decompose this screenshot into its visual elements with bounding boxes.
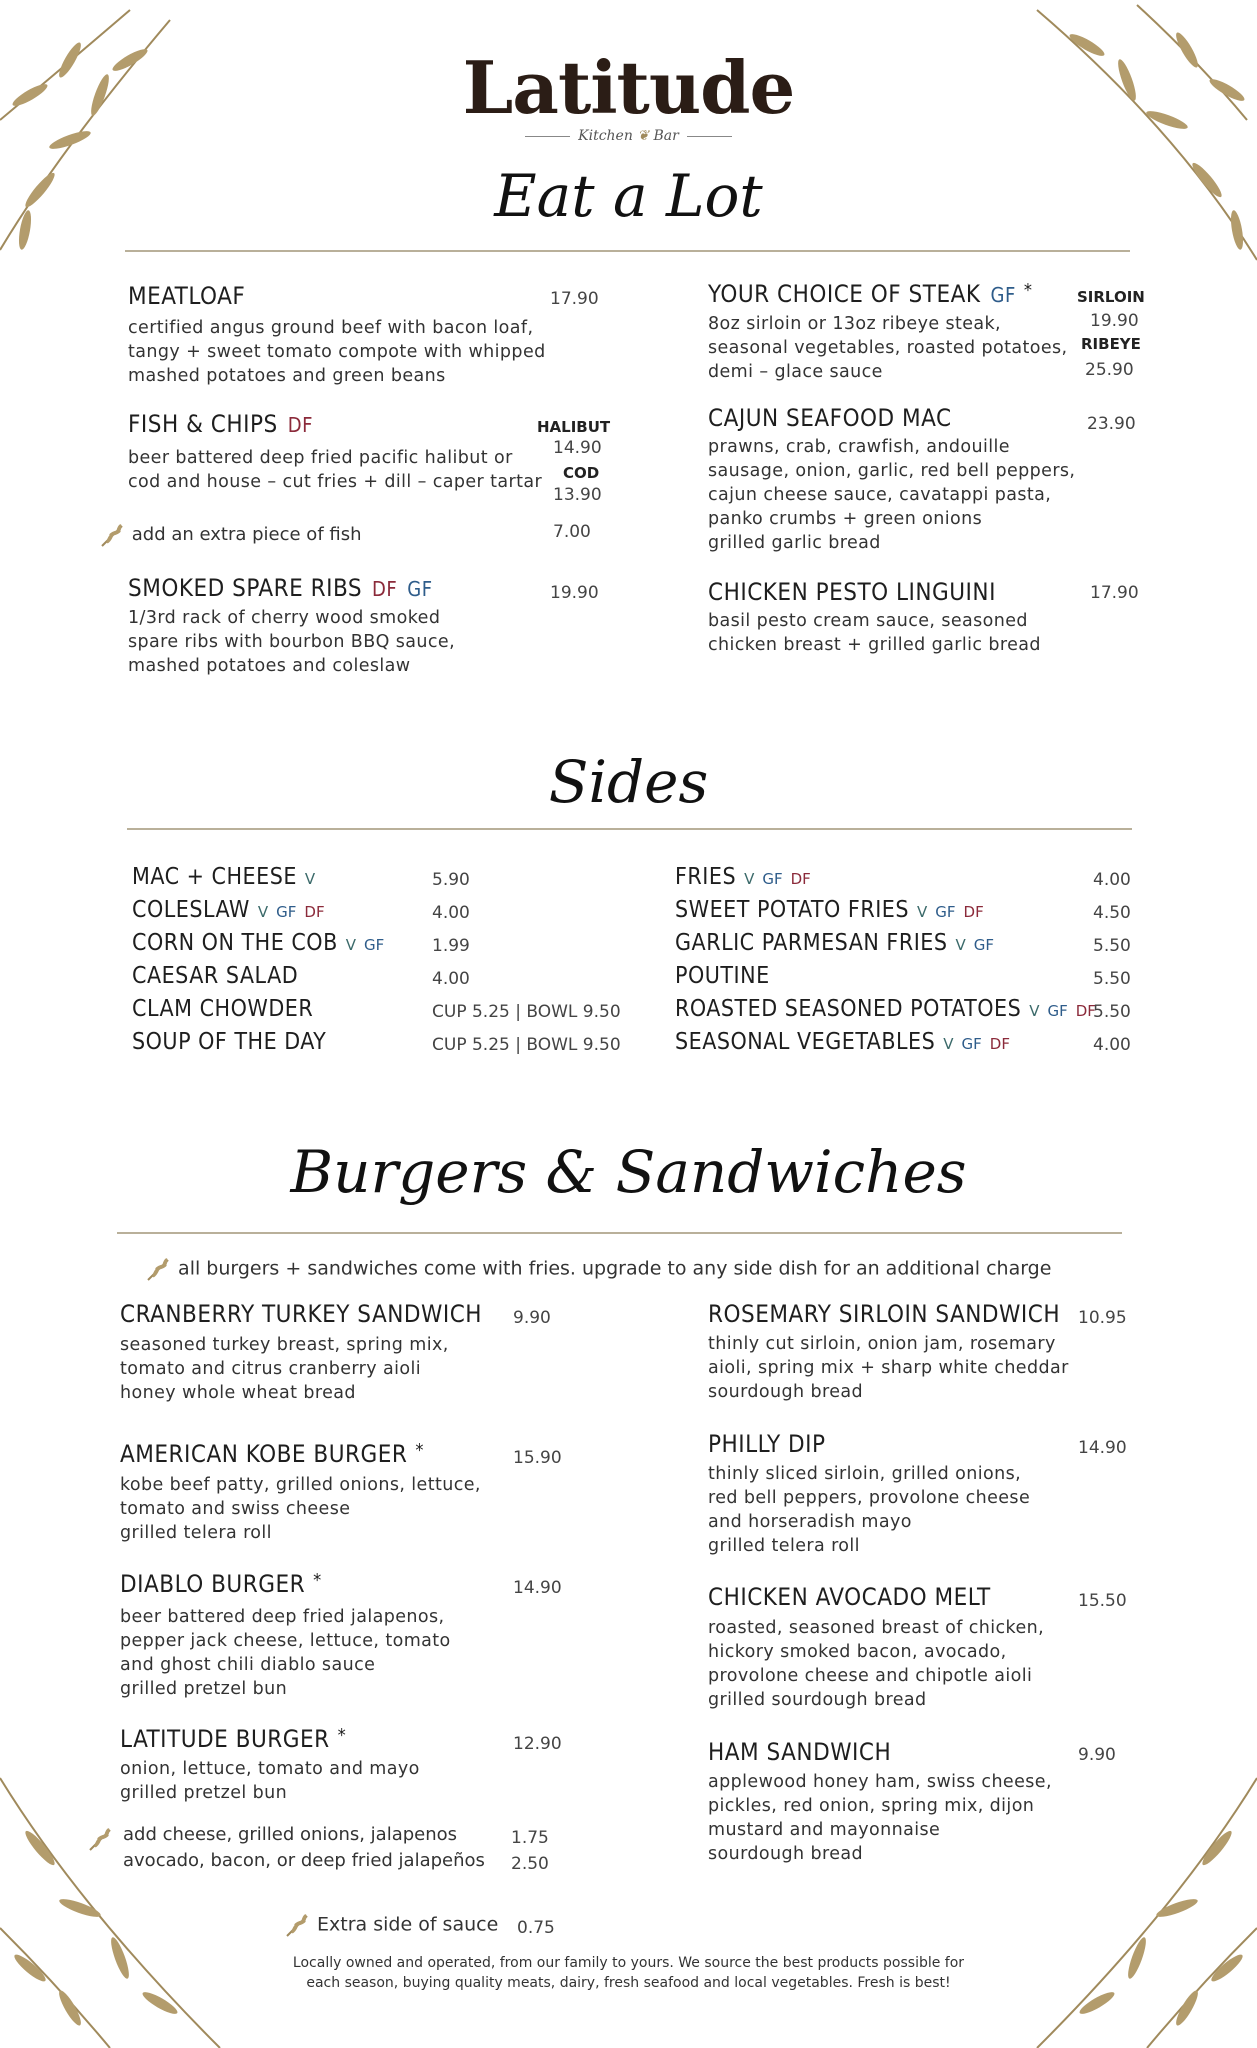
price-label-cod: COD <box>563 464 600 482</box>
star-marker: * <box>1023 280 1033 301</box>
item-desc: seasoned turkey breast, spring mix, tomato and citrus cranberry aioli honey whole wheat bread <box>120 1335 449 1403</box>
section-title-sides: Sides <box>548 748 709 816</box>
divider <box>125 250 1130 252</box>
side-name: POUTINE <box>675 963 770 989</box>
side-item <box>132 864 632 896</box>
item-price: 17.90 <box>550 289 599 309</box>
tag-v: V <box>744 870 755 888</box>
tag-df: DF <box>1075 1002 1096 1020</box>
star-marker: * <box>337 1725 347 1746</box>
note-text: all burgers + sandwiches come with fries. upgrade to any side dish for an additional charge <box>178 1257 1052 1280</box>
divider <box>117 1232 1122 1234</box>
tag-df: DF <box>790 870 811 888</box>
item-desc: 8oz sirloin or 13oz ribeye steak, seasonal vegetables, roasted potatoes, demi – glace sauce <box>708 314 1068 382</box>
side-item <box>132 930 632 962</box>
item-price: 10.95 <box>1078 1308 1127 1328</box>
item-price: 9.90 <box>1078 1745 1116 1765</box>
item-name-kobe-burger <box>120 1440 424 1468</box>
section-title-burgers: Burgers & Sandwiches <box>290 1138 967 1206</box>
item-name-fish-chips <box>128 410 313 438</box>
tag-df: DF <box>963 903 984 921</box>
item-name-diablo-burger <box>120 1570 322 1598</box>
item-desc: applewood honey ham, swiss cheese, pickles, red onion, spring mix, dijon mustard and mayonnaise sourdough bread <box>708 1772 1052 1864</box>
note-text: add an extra piece of fish <box>131 524 362 545</box>
burgers-fries-note <box>146 1256 1051 1282</box>
note-text: Extra side of sauce <box>317 1913 499 1936</box>
star-marker: * <box>415 1440 425 1461</box>
rosemary-corner-bottom-right-icon <box>1017 1758 1257 2048</box>
tag-gf: GF <box>973 936 995 954</box>
tag-v: V <box>345 936 357 954</box>
price-label-sirloin: SIRLOIN <box>1077 288 1145 306</box>
tag-gf: GF <box>276 903 297 921</box>
side-name: CORN ON THE COB <box>132 930 338 956</box>
sprig-icon <box>100 522 126 548</box>
item-price: 9.90 <box>513 1308 551 1328</box>
item-name: FISH & CHIPS <box>128 410 278 438</box>
item-name: SMOKED SPARE RIBS <box>128 574 363 602</box>
side-name: CLAM CHOWDER <box>132 996 314 1022</box>
tag-v: V <box>1029 1002 1040 1020</box>
item-name-ham-sandwich: HAM SANDWICH <box>708 1738 892 1766</box>
item-desc: roasted, seasoned breast of chicken, hickory smoked bacon, avocado, provolone cheese and chipotle aioli grilled sourdough bread <box>708 1618 1045 1710</box>
item-name-chicken-avocado-melt: CHICKEN AVOCADO MELT <box>708 1583 991 1611</box>
extra-sauce-note <box>285 1912 498 1938</box>
tag-v: V <box>955 936 966 954</box>
sprig-icon: ❦ <box>637 128 654 144</box>
side-name: COLESLAW <box>132 897 250 923</box>
item-name-spare-ribs <box>128 574 433 602</box>
rosemary-corner-top-left-icon <box>0 0 190 290</box>
logo-sub-kitchen: Kitchen <box>578 128 633 144</box>
item-price: 14.90 <box>1078 1438 1127 1458</box>
section-title-eat: Eat a Lot <box>494 162 763 230</box>
item-desc: beer battered deep fried pacific halibut or cod and house – cut fries + dill – caper tartar <box>128 448 543 492</box>
side-price: 4.00 <box>1093 870 1131 890</box>
item-name-steak <box>708 280 1032 308</box>
tag-df: DF <box>989 1035 1010 1053</box>
side-name: ROASTED SEASONED POTATOES <box>675 996 1022 1022</box>
item-name: AMERICAN KOBE BURGER <box>120 1440 408 1468</box>
side-name: SWEET POTATO FRIES <box>675 897 910 923</box>
item-price: 17.90 <box>1090 583 1139 603</box>
side-price: 4.50 <box>1093 903 1131 923</box>
side-price: CUP 5.25 | BOWL 9.50 <box>432 1002 621 1022</box>
extra-sauce-price: 0.75 <box>517 1918 555 1938</box>
sprig-icon <box>285 1912 311 1938</box>
item-price: 15.90 <box>513 1448 562 1468</box>
side-price: 4.00 <box>1093 1035 1131 1055</box>
item-name-philly-dip: PHILLY DIP <box>708 1430 826 1458</box>
item-name-meatloaf: MEATLOAF <box>128 282 246 310</box>
item-price: 19.90 <box>550 583 599 603</box>
tag-v: V <box>943 1035 954 1053</box>
side-price: 1.99 <box>432 936 470 956</box>
tag-gf: GF <box>935 903 956 921</box>
tag-v: V <box>257 903 269 921</box>
item-desc: 1/3rd rack of cherry wood smoked spare ribs with bourbon BBQ sauce, mashed potatoes and coleslaw <box>128 608 456 676</box>
sprig-icon <box>146 1256 172 1282</box>
side-price: 5.50 <box>1093 936 1131 956</box>
item-name-latitude-burger <box>120 1725 346 1753</box>
item-desc: thinly sliced sirloin, grilled onions, red bell peppers, provolone cheese and horseradish mayo grilled telera roll <box>708 1464 1031 1556</box>
restaurant-logo <box>0 45 1257 144</box>
item-price: 23.90 <box>1087 414 1136 434</box>
side-item <box>132 963 632 995</box>
item-desc: kobe beef patty, grilled onions, lettuce, tomato and swiss cheese grilled telera roll <box>120 1475 481 1543</box>
item-price-halibut: 14.90 <box>553 438 602 458</box>
side-item <box>675 897 1175 929</box>
star-marker: * <box>313 1570 322 1591</box>
side-item <box>675 930 1175 962</box>
side-item <box>675 963 1175 995</box>
side-price: 5.50 <box>1093 969 1131 989</box>
side-name: FRIES <box>675 864 737 890</box>
sprig-icon <box>88 1826 114 1852</box>
extra-fish-price: 7.00 <box>553 522 591 542</box>
divider <box>127 828 1132 830</box>
item-name-cajun-mac: CAJUN SEAFOOD MAC <box>708 404 952 432</box>
side-name: SEASONAL VEGETABLES <box>675 1029 936 1055</box>
tag-gf: GF <box>961 1035 982 1053</box>
item-desc: beer battered deep fried jalapenos, pepper jack cheese, lettuce, tomato and ghost chili diablo sauce grilled pretzel bun <box>120 1607 451 1699</box>
item-desc: certified angus ground beef with bacon loaf, tangy + sweet tomato compote with whipped mashed potatoes and green beans <box>128 318 546 386</box>
tag-gf: GF <box>407 577 433 601</box>
footer-text: Locally owned and operated, from our family to yours. We source the best products possible for each season, buying quality meats, dairy, fresh seafood and local vegetables. Fresh is best! <box>292 1955 965 1991</box>
item-name: DIABLO BURGER <box>120 1570 306 1598</box>
side-item <box>675 1029 1175 1061</box>
side-price: 4.00 <box>432 969 470 989</box>
tag-gf: GF <box>364 936 385 954</box>
side-item <box>132 1029 632 1061</box>
item-name-pesto-linguini: CHICKEN PESTO LINGUINI <box>708 578 996 606</box>
side-item <box>675 864 1175 896</box>
logo-subtitle <box>0 128 1257 144</box>
side-name: GARLIC PARMESAN FRIES <box>675 930 948 956</box>
side-price: 5.90 <box>432 870 470 890</box>
add-ons-note-1: add cheese, grilled onions, jalapenos <box>123 1824 458 1845</box>
logo-sub-bar: Bar <box>653 128 679 144</box>
tag-df: DF <box>304 903 325 921</box>
tag-gf: GF <box>1047 1002 1068 1020</box>
item-desc: onion, lettuce, tomato and mayo grilled pretzel bun <box>120 1759 420 1803</box>
tag-gf: GF <box>762 870 783 888</box>
side-price: CUP 5.25 | BOWL 9.50 <box>432 1035 621 1055</box>
tag-v: V <box>304 870 316 888</box>
logo-wordmark: Latitude <box>462 45 795 130</box>
item-desc: prawns, crab, crawfish, andouille sausage, onion, garlic, red bell peppers, cajun cheese sauce, cavatappi pasta, panko crumbs + green onions grilled garlic bread <box>708 437 1076 553</box>
side-name: SOUP OF THE DAY <box>132 1029 327 1055</box>
tag-gf: GF <box>990 283 1016 307</box>
add-ons-note-2: avocado, bacon, or deep fried jalapeños <box>123 1850 485 1871</box>
side-item <box>132 996 632 1028</box>
item-price: 14.90 <box>513 1578 562 1598</box>
item-name-rosemary-sirloin: ROSEMARY SIRLOIN SANDWICH <box>708 1300 1061 1328</box>
tag-df: DF <box>372 577 398 601</box>
side-name: CAESAR SALAD <box>132 963 299 989</box>
price-label-halibut: HALIBUT <box>537 418 611 436</box>
side-item <box>132 897 632 929</box>
item-price-cod: 13.90 <box>553 485 602 505</box>
side-price: 4.00 <box>432 903 470 923</box>
item-name: LATITUDE BURGER <box>120 1725 330 1753</box>
side-name: MAC + CHEESE <box>132 864 297 890</box>
side-price: 5.50 <box>1093 1002 1131 1022</box>
item-price-sirloin: 19.90 <box>1090 311 1139 331</box>
item-name: YOUR CHOICE OF STEAK <box>708 280 981 308</box>
tag-df: DF <box>287 413 313 437</box>
extra-fish-note <box>100 522 362 548</box>
item-price: 15.50 <box>1078 1591 1127 1611</box>
tag-v: V <box>917 903 928 921</box>
item-name-cranberry-turkey: CRANBERRY TURKEY SANDWICH <box>120 1300 483 1328</box>
add-ons-price-1: 1.75 <box>511 1828 549 1848</box>
price-label-ribeye: RIBEYE <box>1081 335 1141 353</box>
add-ons-price-2: 2.50 <box>511 1854 549 1874</box>
rosemary-corner-top-right-icon <box>997 0 1257 290</box>
item-desc: thinly cut sirloin, onion jam, rosemary aioli, spring mix + sharp white cheddar sourdough bread <box>708 1334 1069 1402</box>
item-price-ribeye: 25.90 <box>1085 360 1134 380</box>
side-item <box>675 996 1175 1028</box>
item-price: 12.90 <box>513 1734 562 1754</box>
item-desc: basil pesto cream sauce, seasoned chicken breast + grilled garlic bread <box>708 611 1041 655</box>
